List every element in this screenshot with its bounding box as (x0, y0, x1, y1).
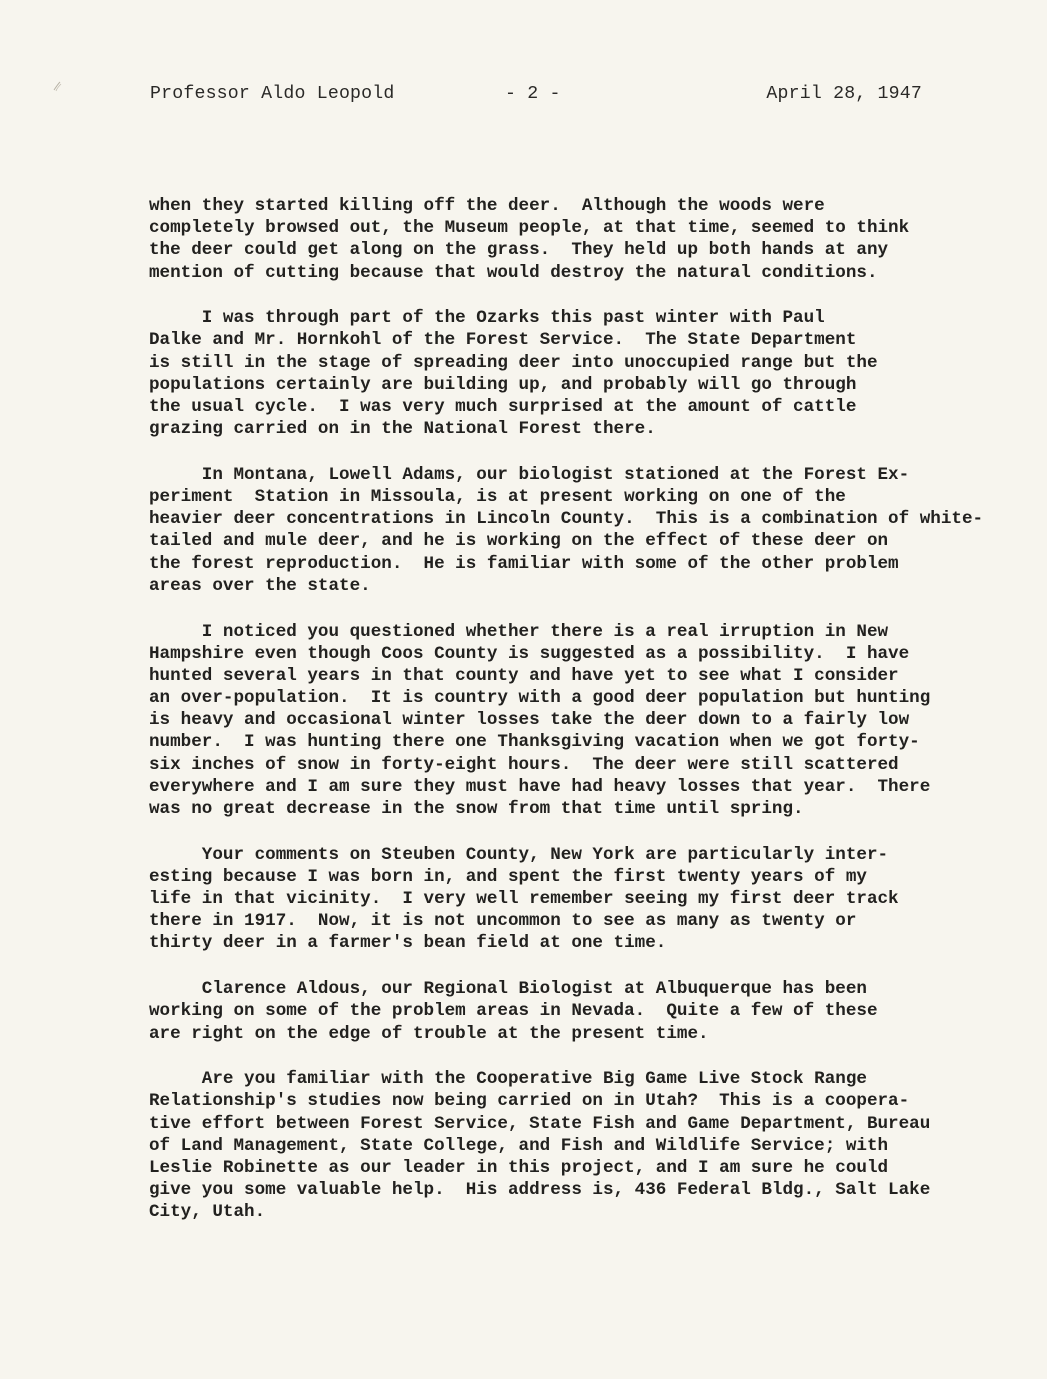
text-line: working on some of the problem areas in Nevada. Quite a few of these (149, 1001, 878, 1022)
text-line: everywhere and I am sure they must have had heavy losses that year. There (149, 776, 931, 797)
text-line: number. I was hunting there one Thanksgiving vacation when we got forty- (149, 732, 920, 753)
text-line: of Land Management, State College, and Fish and Wildlife Service; with (149, 1135, 889, 1156)
text-line: Dalke and Mr. Hornkohl of the Forest Service. The State Department (149, 330, 857, 351)
text-line: Leslie Robinette as our leader in this project, and I am sure he could (149, 1157, 889, 1178)
text-line: thirty deer in a farmer's bean field at one time. (149, 933, 667, 954)
text-line: an over-population. It is country with a good deer population but hunting (149, 688, 931, 709)
text-line: is heavy and occasional winter losses take the deer down to a fairly low (149, 710, 910, 731)
text-line: esting because I was born in, and spent the first twenty years of my (149, 866, 867, 887)
text-line: In Montana, Lowell Adams, our biologist stationed at the Forest Ex- (149, 464, 910, 485)
paragraph (149, 464, 984, 597)
text-line: there in 1917. Now, it is not uncommon to see as many as twenty or (149, 911, 857, 932)
text-line: I was through part of the Ozarks this past winter with Paul (149, 308, 825, 329)
text-line: the usual cycle. I was very much surprised at the amount of cattle (149, 397, 857, 417)
text-line: completely browsed out, the Museum people, at that time, seemed to think (149, 218, 910, 239)
header-recipient: Professor Aldo Leopold (150, 84, 395, 104)
text-line: tive effort between Forest Service, State Fish and Game Department, Bureau (149, 1113, 931, 1134)
text-line: Hampshire even though Coos County is suggested as a possibility. I have (149, 643, 910, 664)
text-line: six inches of snow in forty-eight hours. The deer were still scattered (149, 754, 899, 775)
paragraph (149, 978, 979, 1045)
paragraph (149, 1068, 979, 1223)
text-line: Are you familiar with the Cooperative Big Game Live Stock Range (149, 1069, 867, 1090)
text-line: areas over the state. (149, 575, 371, 596)
paragraph (149, 307, 979, 440)
text-line: Your comments on Steuben County, New York are particularly inter- (149, 844, 889, 865)
text-line: heavier deer concentrations in Lincoln County. This is a combination of white- (149, 509, 984, 530)
text-line: are right on the edge of trouble at the present time. (149, 1023, 709, 1044)
text-line: was no great decrease in the snow from that time until spring. (149, 799, 804, 819)
paragraph (149, 844, 979, 955)
text-line: give you some valuable help. His address is, 436 Federal Bldg., Salt Lake (149, 1180, 931, 1201)
letter-header (150, 84, 922, 110)
text-line: the deer could get along on the grass. They held up both hands at any (149, 240, 889, 261)
paragraph (149, 621, 979, 821)
text-line: populations certainly are building up, and probably will go through (149, 374, 857, 395)
text-line: City, Utah. (149, 1202, 266, 1223)
paragraph (149, 195, 979, 284)
text-line: mention of cutting because that would destroy the natural conditions. (149, 262, 878, 283)
text-line: Clarence Aldous, our Regional Biologist at Albuquerque has been (149, 979, 867, 1000)
text-line: grazing carried on in the National Forest there. (149, 419, 656, 440)
text-line: I noticed you questioned whether there is a real irruption in New (149, 621, 889, 642)
text-line: Relationship's studies now being carried on in Utah? This is a coopera- (149, 1091, 910, 1112)
text-line: tailed and mule deer, and he is working on the effect of these deer on (149, 531, 889, 552)
text-line: periment Station in Missoula, is at present working on one of the (149, 487, 846, 508)
header-date: April 28, 1947 (766, 84, 922, 104)
text-line: the forest reproduction. He is familiar with some of the other problem (149, 553, 899, 574)
text-line: life in that vicinity. I very well remember seeing my first deer track (149, 889, 899, 910)
text-line: when they started killing off the deer. Although the woods were (149, 196, 825, 216)
pencil-mark-icon (52, 80, 62, 92)
text-line: is still in the stage of spreading deer into unoccupied range but the (149, 352, 878, 373)
letter-body (149, 195, 984, 1247)
header-page-number: - 2 - (505, 84, 561, 104)
text-line: hunted several years in that county and have yet to see what I consider (149, 665, 899, 686)
